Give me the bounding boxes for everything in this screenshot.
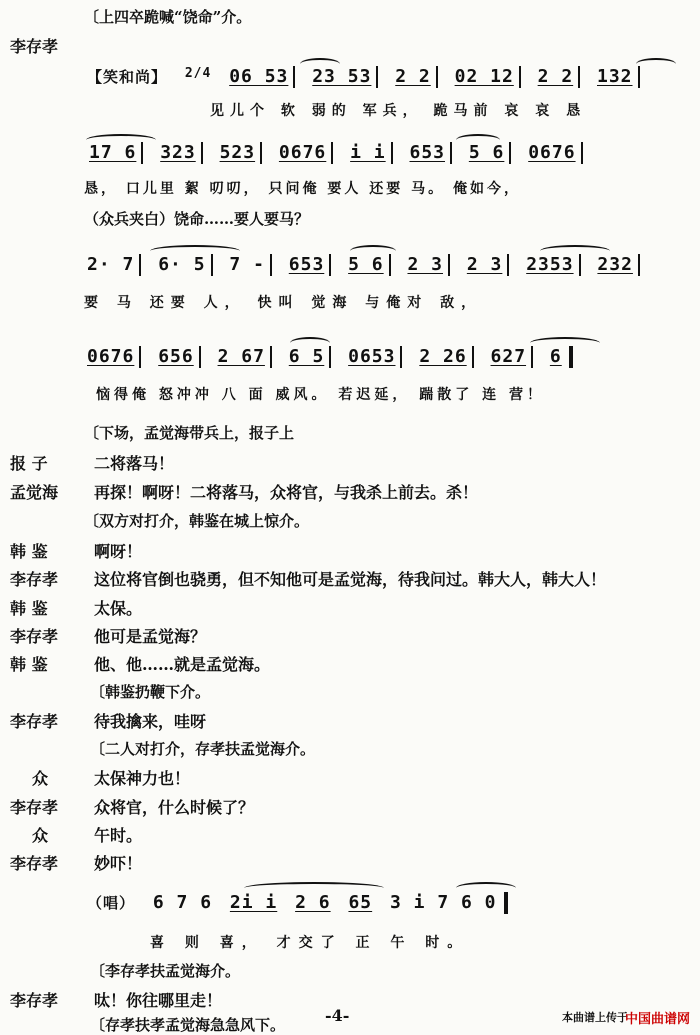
speaker-name: 李存孝 — [10, 991, 59, 1010]
speaker-name: 众 — [31, 769, 48, 788]
dialogue-line — [10, 766, 690, 790]
upload-note: 本曲谱上传于 — [562, 1012, 628, 1024]
speaker-name: 李存孝 — [10, 37, 59, 56]
dialogue-line — [10, 451, 690, 475]
measure: 0653 — [348, 346, 396, 367]
speaker-name: 众 — [31, 826, 48, 845]
notation-line-1 — [84, 66, 688, 92]
speaker-name: 韩 鉴 — [10, 655, 48, 674]
measure: 2· 7 — [87, 254, 135, 275]
measure: i i — [350, 142, 386, 163]
dialogue-line — [10, 795, 690, 819]
speaker-name: 李存孝 — [10, 798, 59, 817]
dialogue-text: 这位将官倒也骁勇，但不知他可是孟觉海，待我问过。韩大人，韩大人！ — [94, 570, 607, 589]
speaker-line — [10, 34, 690, 58]
measure: 0676 — [87, 346, 135, 367]
slur-mark — [86, 134, 156, 146]
stage-direction-opening: 〔上四卒跪喊“饶命”介。 — [84, 8, 252, 26]
notation-line-2 — [86, 142, 688, 168]
measure: 2 2 — [537, 66, 574, 87]
stage-direction: 〔韩鉴扔鞭下介。 — [90, 683, 211, 701]
measure: 232 — [597, 254, 633, 275]
dialogue-text: 众将官，什么时候了？ — [94, 798, 255, 817]
lyric-line-2: 恳， 口儿里 絮 叨叨， 只问俺 要人 还要 马。 俺如今， — [84, 181, 521, 197]
speaker-name: 李存孝 — [10, 570, 59, 589]
dialogue-text: 他可是孟觉海？ — [94, 627, 207, 646]
dialogue-text: 他、他……就是孟觉海。 — [94, 655, 271, 674]
measure: 2i i — [229, 892, 278, 913]
measure: 653 — [288, 254, 325, 275]
dialogue-line — [10, 823, 690, 847]
dialogue-line — [10, 596, 690, 620]
dialogue-line — [10, 652, 690, 676]
dialogue-line — [10, 480, 690, 504]
speaker-name: 孟觉海 — [10, 483, 59, 502]
dialogue-text: 午时。 — [94, 826, 143, 845]
measure: 6 7 6 — [152, 892, 213, 913]
speaker-name: 李存孝 — [10, 712, 59, 731]
dialogue-text: 呔！你往哪里走！ — [94, 991, 223, 1010]
lyric-line-1: 见儿个 软 弱的 军兵， 跪马前 哀 哀 恳 — [210, 103, 587, 119]
speaker-name: 李存孝 — [10, 854, 59, 873]
measure: 06 53 — [229, 66, 289, 87]
dialogue-line — [10, 567, 690, 591]
measure: 0676 — [278, 142, 327, 163]
speaker-name: 韩 鉴 — [10, 599, 48, 618]
measure: 656 — [158, 346, 194, 367]
measure: 23 53 — [312, 66, 372, 87]
dialogue-line — [10, 851, 690, 875]
slur-mark — [530, 337, 600, 349]
stage-direction: 〔李存孝扶孟觉海介。 — [90, 962, 241, 980]
measure: 323 — [160, 142, 196, 163]
measure: 2 3 — [407, 254, 443, 275]
stage-direction: 〔下场，孟觉海带兵上，报子上 — [84, 424, 295, 442]
dialogue-text: 待我擒来，哇呀 — [94, 712, 207, 731]
dialogue-text: 妙吓！ — [94, 854, 143, 873]
measure: 6 5 — [288, 346, 325, 367]
dialogue-text: 太保。 — [94, 599, 143, 618]
dialogue-text: 二将落马！ — [94, 454, 175, 473]
measure: 2 3 — [466, 254, 503, 275]
speaker-name: 韩 鉴 — [10, 542, 48, 561]
lyric-line-4: 恼得俺 怒冲冲 八 面 威风。 若迟延， 踹散了 连 营！ — [96, 387, 545, 403]
slur-mark — [290, 337, 330, 349]
stage-direction: 〔二人对打介，存孝扶孟觉海介。 — [90, 740, 316, 758]
measure: 2 6 — [295, 892, 331, 913]
dialogue-text: 啊呀！ — [94, 542, 143, 561]
slur-mark — [456, 134, 500, 146]
measure: 2 2 — [395, 66, 431, 87]
stage-direction: 〔存孝扶孝孟觉海急急风下。 — [90, 1016, 286, 1034]
dialogue-text: 太保神力也！ — [94, 769, 191, 788]
measure: 0676 — [528, 142, 576, 163]
dialogue-text: 再探！啊呀！二将落马，众将官，与我杀上前去。杀！ — [94, 483, 479, 502]
measure: 2 67 — [217, 346, 265, 367]
measure: 2353 — [526, 254, 574, 275]
measure: 3 i 7 6 0 — [389, 892, 497, 913]
lyric-line-3: 要 马 还要 人， 快叫 觉海 与俺对 敌， — [84, 295, 483, 311]
slur-mark — [350, 245, 396, 257]
dialogue-line — [10, 539, 690, 563]
measure: 17 6 — [89, 142, 137, 163]
site-logo[interactable]: 中国曲谱网 — [624, 1011, 690, 1026]
measure: 65 — [348, 892, 373, 913]
measure: 7 - — [229, 254, 265, 275]
measure: 6 — [549, 346, 562, 367]
slur-mark — [456, 882, 516, 894]
measure: 5 6 — [468, 142, 505, 163]
slur-mark — [150, 245, 240, 257]
measure: 02 12 — [454, 66, 514, 87]
measure: 6· 5 — [158, 254, 206, 275]
slur-mark — [636, 58, 676, 70]
notation-line-5 — [84, 892, 688, 918]
notation-line-3 — [84, 254, 688, 280]
measure: 653 — [409, 142, 445, 163]
speaker-name: 李存孝 — [10, 627, 59, 646]
time-signature: 2/4 — [184, 66, 212, 81]
dialogue-line — [10, 709, 690, 733]
measure: 5 6 — [348, 254, 384, 275]
measure: 2 26 — [419, 346, 467, 367]
chorus-interjection: （众兵夹白）饶命……要人要马？ — [84, 210, 310, 228]
tune-label: 【笑和尚】 — [87, 68, 168, 86]
lyric-line-5: 喜 则 喜， 才交了 正 午 时。 — [150, 935, 470, 951]
slur-mark — [300, 58, 340, 70]
dialogue-line — [10, 624, 690, 648]
measure: 627 — [490, 346, 527, 367]
measure: 132 — [597, 66, 633, 87]
sing-label: （唱） — [87, 894, 136, 912]
slur-mark — [244, 882, 384, 894]
notation-line-4 — [84, 346, 688, 372]
speaker-name: 报 子 — [10, 454, 48, 473]
measure: 523 — [219, 142, 256, 163]
page-number: -4- — [325, 1006, 350, 1025]
stage-direction: 〔双方对打介，韩鉴在城上惊介。 — [84, 512, 310, 530]
slur-mark — [540, 245, 610, 257]
